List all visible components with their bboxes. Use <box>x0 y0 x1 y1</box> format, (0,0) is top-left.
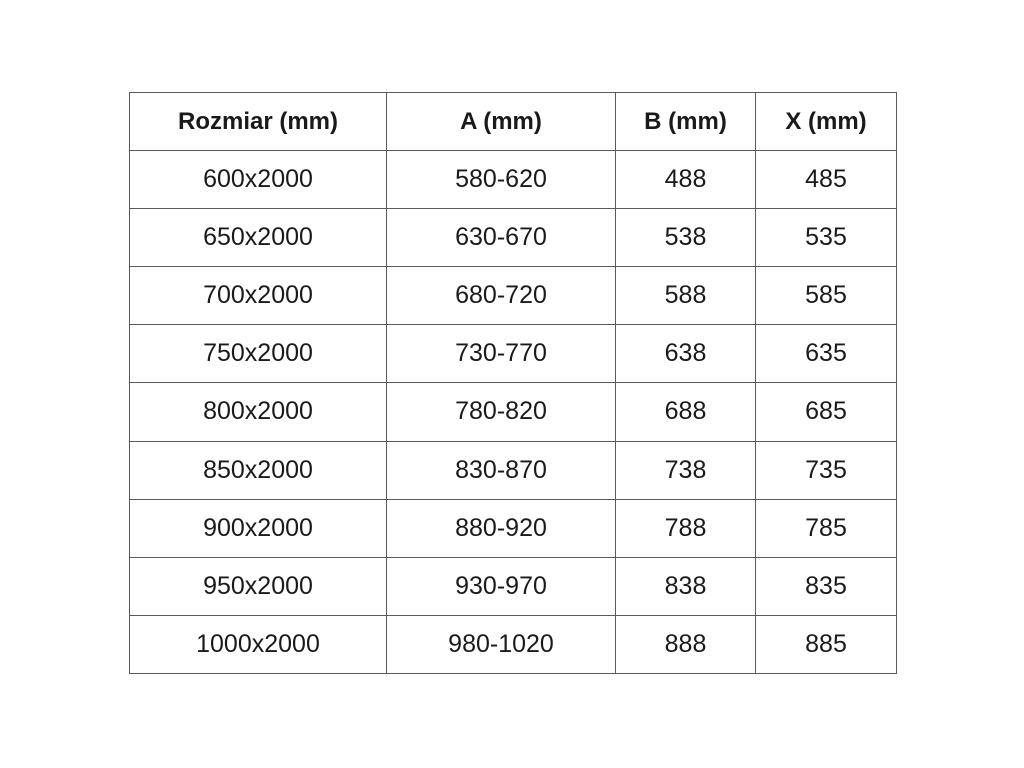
cell-x: 485 <box>756 151 897 209</box>
cell-size: 750x2000 <box>130 325 387 383</box>
table-body <box>130 151 897 674</box>
cell-size: 700x2000 <box>130 267 387 325</box>
cell-size: 800x2000 <box>130 383 387 441</box>
cell-size: 900x2000 <box>130 499 387 557</box>
cell-a: 980-1020 <box>387 615 616 673</box>
dimensions-table <box>129 92 897 674</box>
cell-a: 730-770 <box>387 325 616 383</box>
cell-b: 688 <box>616 383 756 441</box>
cell-b: 838 <box>616 557 756 615</box>
header-b: B (mm) <box>616 93 756 151</box>
table-row <box>130 209 897 267</box>
table-header <box>130 93 897 151</box>
cell-a: 780-820 <box>387 383 616 441</box>
cell-x: 735 <box>756 441 897 499</box>
header-size: Rozmiar (mm) <box>130 93 387 151</box>
cell-x: 585 <box>756 267 897 325</box>
cell-b: 788 <box>616 499 756 557</box>
cell-a: 830-870 <box>387 441 616 499</box>
table-row <box>130 383 897 441</box>
header-a: A (mm) <box>387 93 616 151</box>
cell-b: 488 <box>616 151 756 209</box>
cell-b: 888 <box>616 615 756 673</box>
table-row <box>130 151 897 209</box>
cell-size: 650x2000 <box>130 209 387 267</box>
table-row <box>130 325 897 383</box>
cell-a: 680-720 <box>387 267 616 325</box>
cell-x: 635 <box>756 325 897 383</box>
table-row <box>130 499 897 557</box>
cell-size: 600x2000 <box>130 151 387 209</box>
table-row <box>130 557 897 615</box>
cell-a: 880-920 <box>387 499 616 557</box>
cell-size: 850x2000 <box>130 441 387 499</box>
cell-a: 630-670 <box>387 209 616 267</box>
cell-x: 685 <box>756 383 897 441</box>
header-row <box>130 93 897 151</box>
cell-b: 738 <box>616 441 756 499</box>
cell-x: 835 <box>756 557 897 615</box>
cell-a: 580-620 <box>387 151 616 209</box>
table-row <box>130 267 897 325</box>
cell-x: 885 <box>756 615 897 673</box>
cell-x: 785 <box>756 499 897 557</box>
header-x: X (mm) <box>756 93 897 151</box>
cell-size: 950x2000 <box>130 557 387 615</box>
cell-size: 1000x2000 <box>130 615 387 673</box>
table-row <box>130 615 897 673</box>
cell-b: 538 <box>616 209 756 267</box>
cell-b: 588 <box>616 267 756 325</box>
cell-a: 930-970 <box>387 557 616 615</box>
cell-b: 638 <box>616 325 756 383</box>
cell-x: 535 <box>756 209 897 267</box>
table-row <box>130 441 897 499</box>
